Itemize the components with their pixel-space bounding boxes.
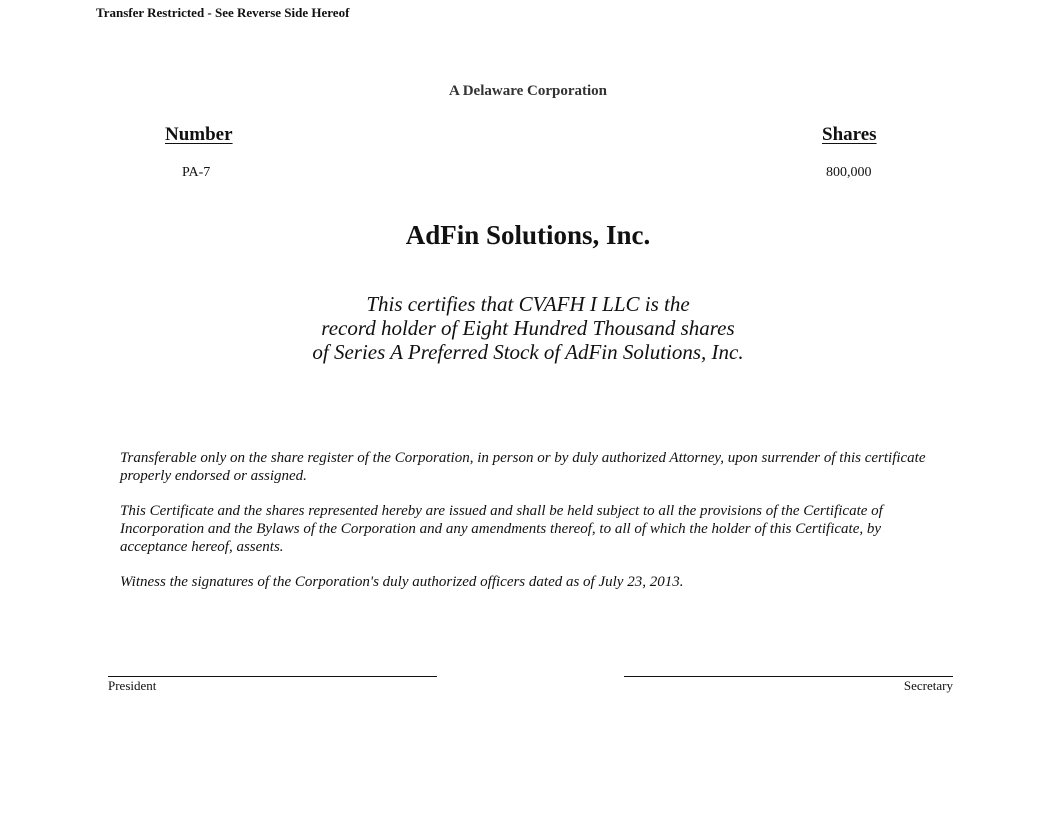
certification-line: of Series A Preferred Stock of AdFin Solutions, Inc. [312, 340, 744, 364]
provisions-clause: This Certificate and the shares represented hereby are issued and shall be held subject to all the provisions of the Certificate of Incorporation and the Bylaws of the Corporation and any amendments thereof, to all of which the holder of this Certificate, by acceptance hereof, assents. [120, 503, 883, 555]
shares-label: Shares [822, 124, 877, 145]
restriction-notice: Transfer Restricted - See Reverse Side Hereof [96, 5, 350, 20]
number-label: Number [165, 124, 233, 145]
company-name: AdFin Solutions, Inc. [405, 220, 651, 250]
certification-line: record holder of Eight Hundred Thousand shares [321, 316, 735, 340]
certification-statement [0, 292, 1056, 364]
certificate-number: PA-7 [182, 165, 211, 180]
certification-line: This certifies that CVAFH I LLC is the [366, 292, 690, 316]
president-signature-line [108, 676, 437, 677]
share-count: 800,000 [826, 165, 872, 180]
state-of-incorporation: A Delaware Corporation [448, 83, 608, 99]
secretary-signature-line [624, 676, 953, 677]
transfer-clause: Transferable only on the share register of the Corporation, in person or by duly authorized Attorney, upon surrender of this certificate properly endorsed or assigned. [120, 450, 926, 484]
witness-clause: Witness the signatures of the Corporation's duly authorized officers dated as of July 23, 2013. [120, 574, 684, 590]
secretary-label: Secretary [903, 678, 953, 693]
president-label: President [108, 678, 157, 693]
